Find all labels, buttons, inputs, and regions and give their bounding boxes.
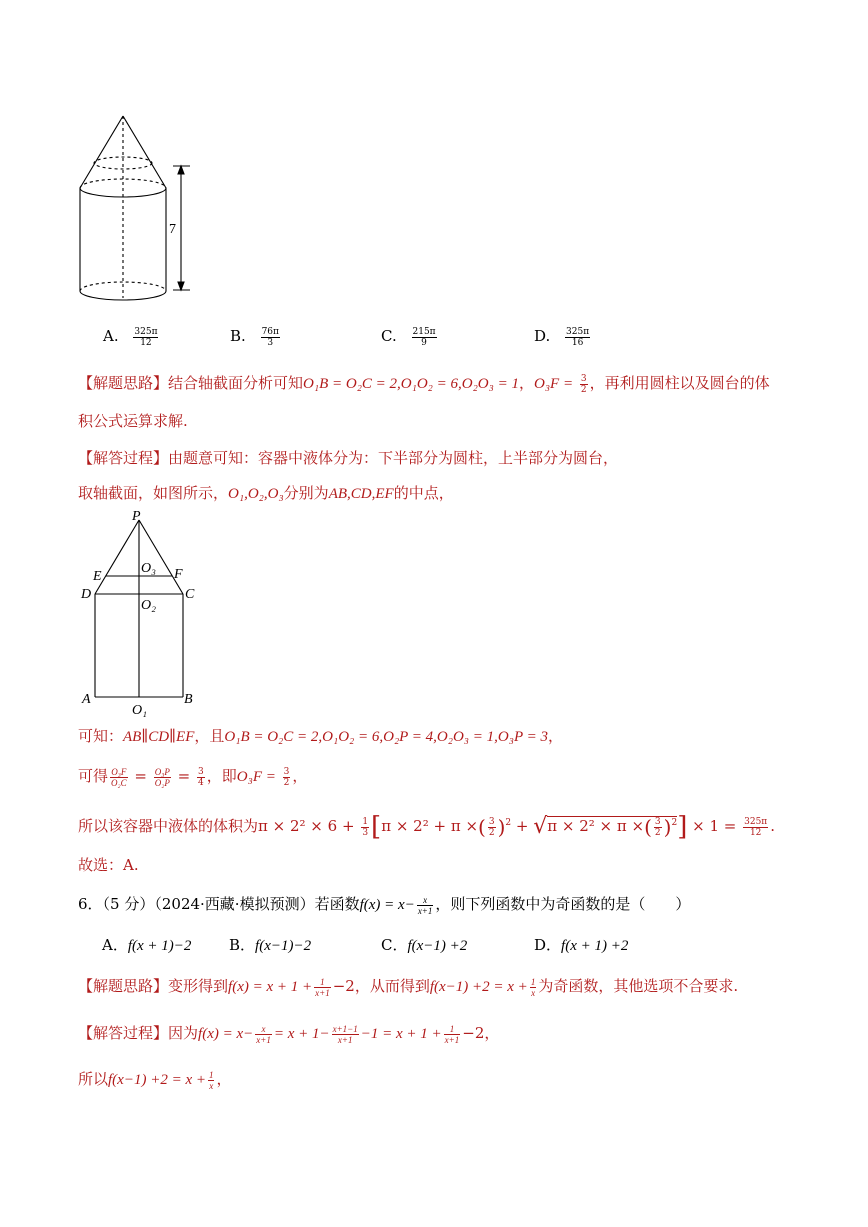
- q6-idea-line: 【解题思路】变形得到f(x) = x + 1 + $\frac{1}{x+1}$ −2，从而得到f(x−1) +2 = x + $\frac{1}{x}$ 为奇函数，其他选项不合要求.: [78, 976, 739, 998]
- q6-option-b[interactable]: B．f(x−1)−2: [229, 936, 312, 954]
- label-a: A: [82, 692, 91, 707]
- q5-known-line: 可知：AB∥CD∥EF，且O₁B = O₂C = 2,O₁O₂ = 6,O₂P = 4,O₂O₃ = 1,O₃P = 3，: [78, 727, 563, 745]
- q6-stem: 6．（5 分）（2024·西藏·模拟预测）若函数f(x) = x− $\frac{x}{x+1}$ ，则下列函数中为奇函数的是（ ）: [78, 894, 691, 916]
- q5-process-line2: 取轴截面，如图所示，O₁,O₂,O₃分别为AB,CD,EF的中点，: [78, 484, 454, 502]
- q5-ratio-line: 可得 $\frac{\text{O₃F}}{\text{O₂C}}$ = $\frac{\text{O₃P}}{\text{O₂P}}$ = $\frac{3}{4}$ ，即O₃F = $\frac{3}{2}$ ，: [78, 766, 308, 788]
- label-b: B: [184, 692, 193, 707]
- label-d: D: [81, 587, 92, 602]
- q5-option-c[interactable]: C. $\frac{215\pi}{9}$: [381, 326, 436, 348]
- q5-option-d[interactable]: D. $\frac{325\pi}{16}$: [534, 326, 590, 348]
- label-f: F: [174, 567, 183, 582]
- q5-idea-line1: 【解题思路】结合轴截面分析可知O₁B = O₂C = 2,O₁O₂ = 6,O₂O₃ = 1，O₃F = $\frac{3}{2}$ ，再利用圆柱以及圆台的体: [78, 373, 770, 395]
- q6-option-a[interactable]: A．f(x + 1)−2: [102, 936, 192, 954]
- q6-process-line: 【解答过程】因为f(x) = x− $\frac{x}{x+1}$ = x + 1− $\frac{x+1-1}{x+1}$ −1 = x + 1 + $\frac{1}{x+1}$ −2，: [78, 1023, 500, 1045]
- q5-volume-line: 所以该容器中液体的体积为π × 2² × 6 + $\frac{1}{3}$ [π × 2² + π ×( $\frac{3}{2}$ )$^2$ + √π × 2² × π ×( $\frac{3}{2}$ )$^2$] × 1 = $\frac{325\pi}{12}$ .: [78, 812, 775, 842]
- label-o1: O₁: [132, 703, 147, 718]
- q6-option-c[interactable]: C．f(x−1) +2: [381, 936, 468, 954]
- label-c: C: [185, 587, 195, 602]
- q5-answer: 故选：A.: [78, 856, 139, 874]
- label-e: E: [93, 569, 102, 584]
- label-p: P: [132, 509, 141, 524]
- cone-cylinder-figure: [70, 108, 210, 308]
- label-o2: O₂: [141, 598, 156, 613]
- q6-so-line: 所以f(x−1) +2 = x + $\frac{1}{x}$ ，: [78, 1069, 232, 1091]
- q6-option-d[interactable]: D．f(x + 1) +2: [534, 936, 629, 954]
- q5-option-b[interactable]: B. $\frac{76\pi}{3}$: [230, 326, 279, 348]
- height-label: 7: [169, 222, 176, 237]
- q5-process-line1: 【解答过程】由题意可知：容器中液体分为：下半部分为圆柱，上半部分为圆台，: [78, 449, 619, 467]
- label-o3: O₃: [141, 561, 156, 576]
- q5-option-a[interactable]: A. $\frac{325\pi}{12}$: [103, 326, 158, 348]
- axial-section-figure: [78, 506, 208, 720]
- q5-idea-line2: 积公式运算求解.: [78, 412, 188, 430]
